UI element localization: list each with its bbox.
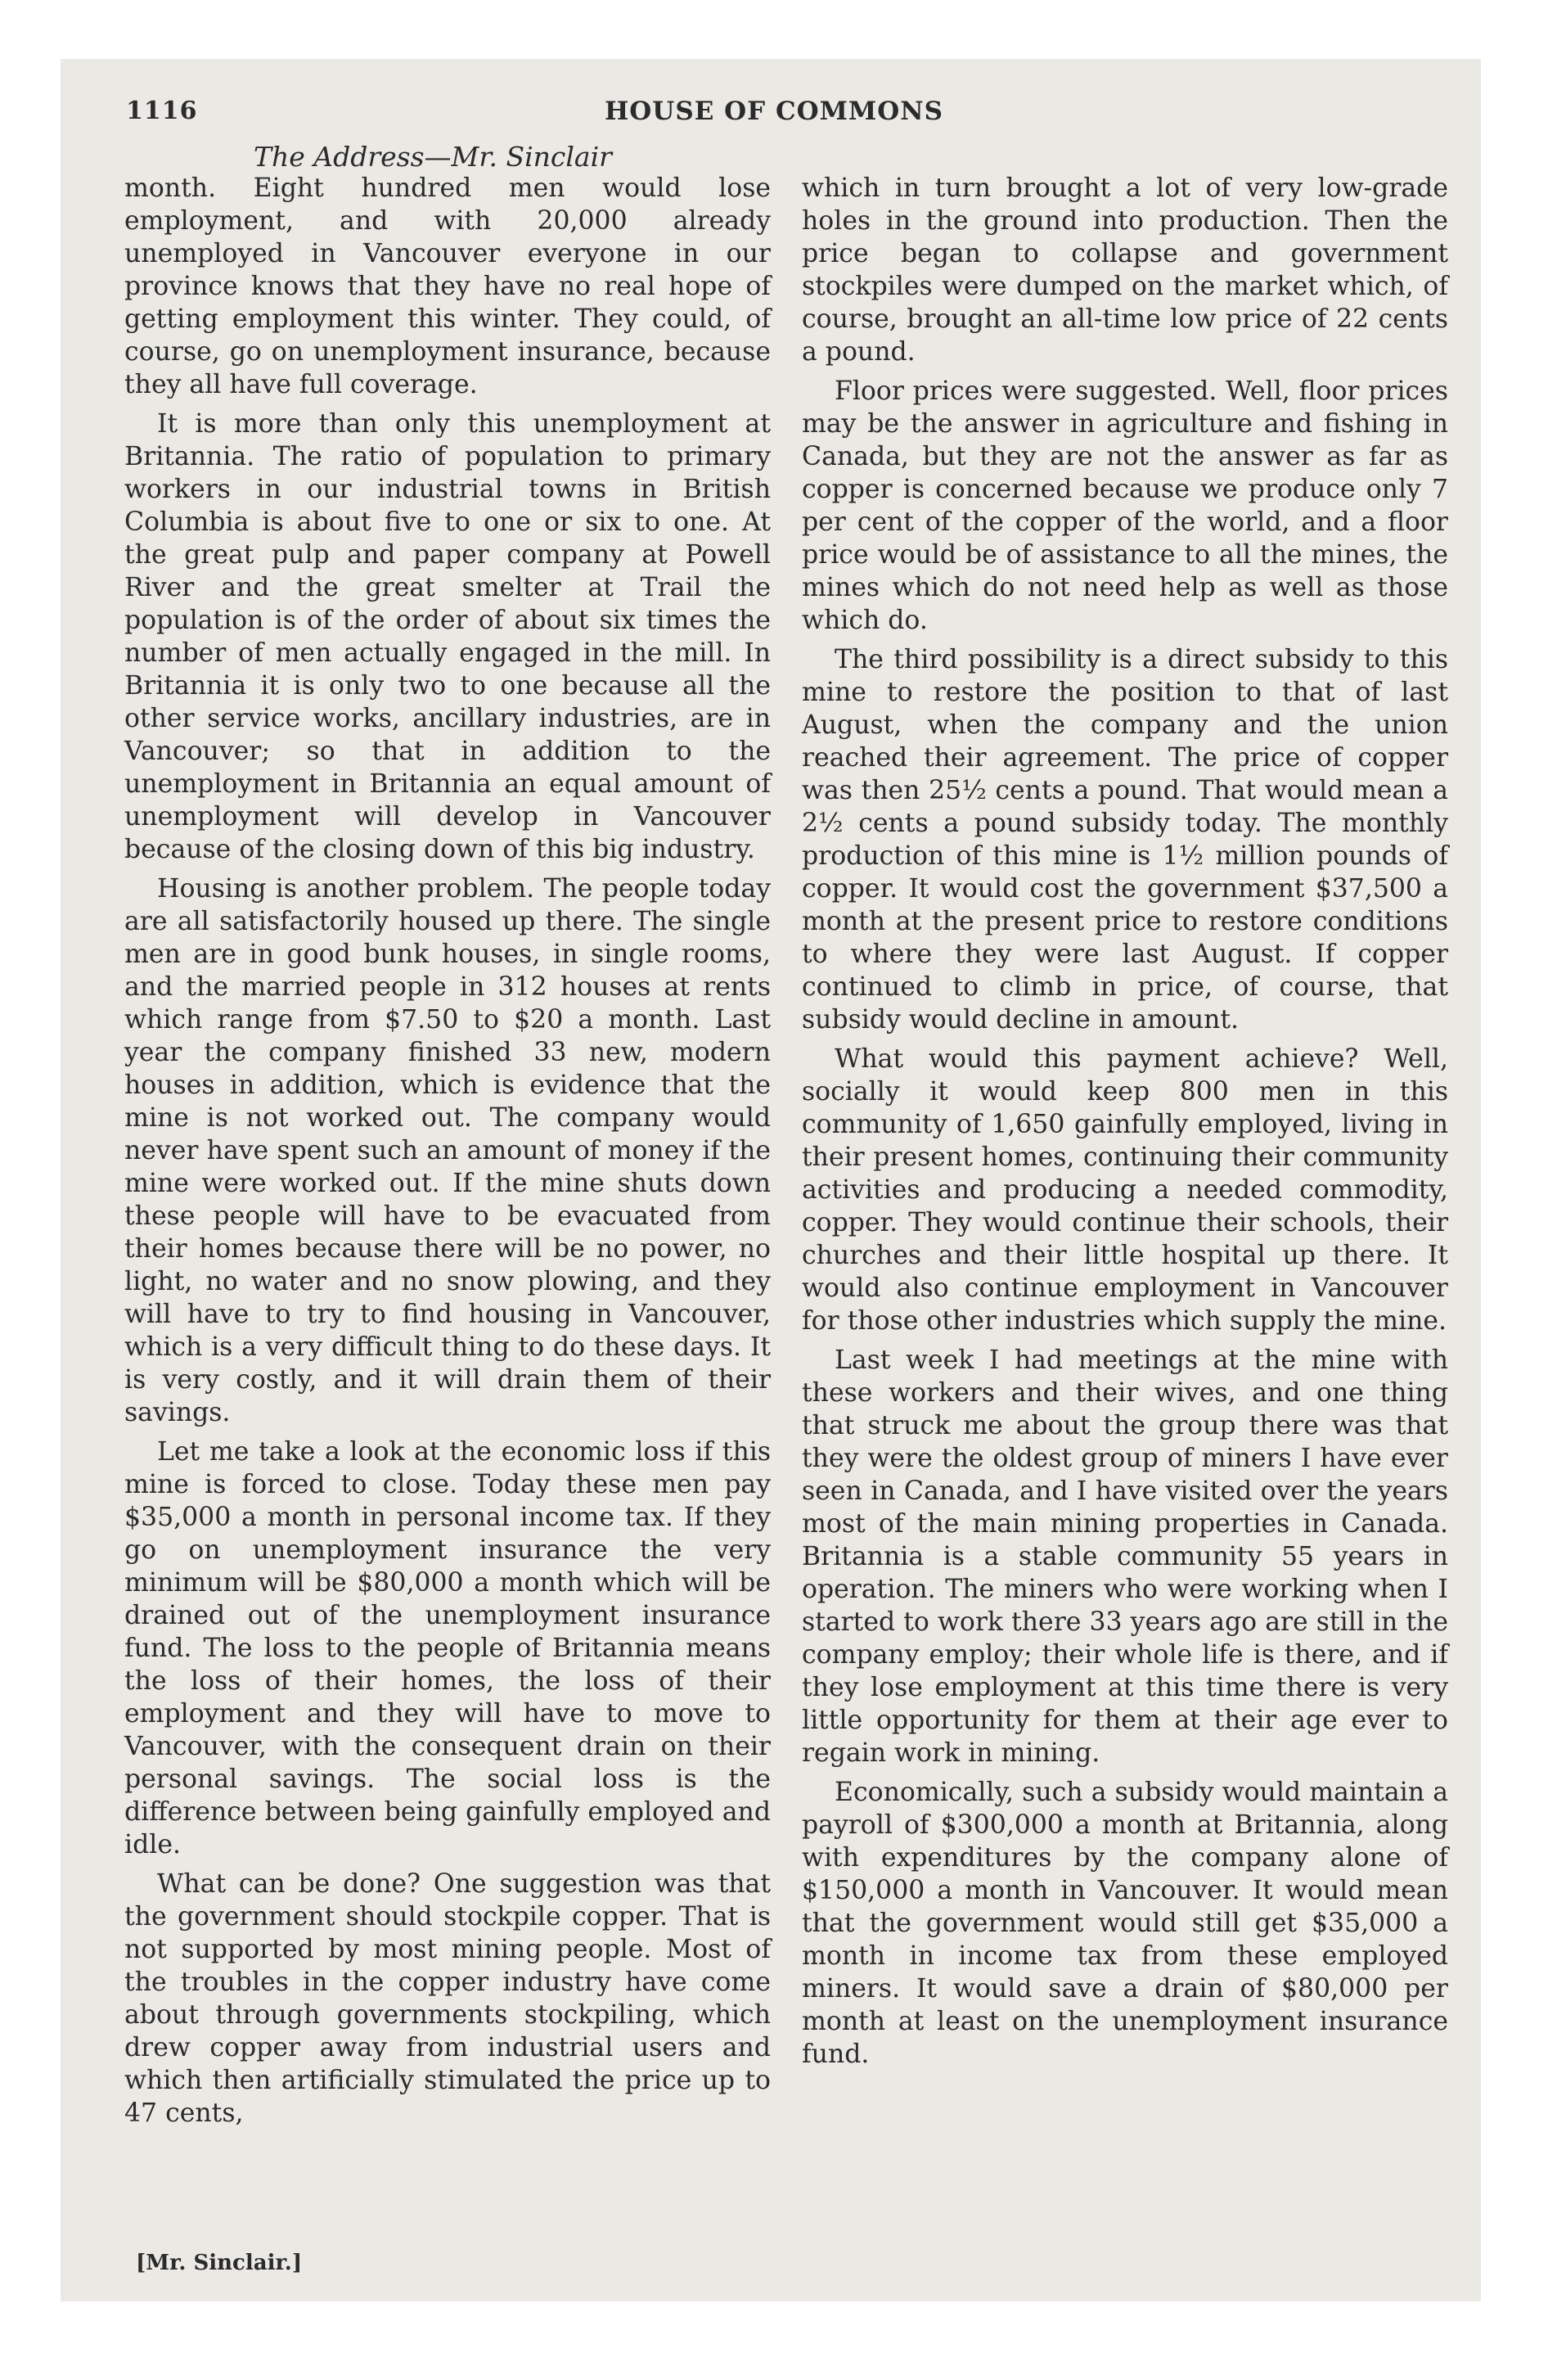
speaker-footer: [Mr. Sinclair.] — [136, 2251, 303, 2275]
paragraph: What would this payment achieve? Well, socially it would keep 800 men in this community of 1,650 gainfully employed, living in their present homes, continuing their community activities and producing a needed commodity, copper. They would continue their schools, their churches and their little hospital up there. It would also continue employment in Vancouver for those other industries which supply the mine. — [802, 1044, 1448, 1336]
right-column — [802, 172, 1448, 2077]
paragraph: Housing is another problem. The people today are all satisfactorily housed up there. The single men are in good bunk houses, in single rooms, and the married people in 312 houses at rents which range from $7.50 to $20 a month. Last year the company finished 33 new, modern houses in addition, which is evidence that the mine is not worked out. The company would never have spent such an amount of money if the mine were worked out. If the mine shuts down these people will have to be evacuated from their homes because there will be no power, no light, no water and no snow plowing, and they will have to try to find housing in Vancouver, which is a very difficult thing to do these days. It is very costly, and it will drain them of their savings. — [124, 874, 771, 1427]
page-number: 1116 — [126, 97, 198, 125]
paragraph: month. Eight hundred men would lose employment, and with 20,000 already unemployed in Vancouver everyone in our province knows that they have no real hope of getting employment this winter. They could, of course, go on unemployment insurance, because they all have full coverage. — [124, 174, 771, 399]
paragraph: Let me take a look at the economic loss if this mine is forced to close. Today these men pay $35,000 a month in personal income tax. If they go on unemployment insurance the very minimum will be $80,000 a month which will be drained out of the unemployment insurance fund. The loss to the people of Britannia means the loss of their homes, the loss of their employment and they will have to move to Vancouver, with the consequent drain on their personal savings. The social loss is the difference between being gainfully employed and idle. — [124, 1437, 771, 1859]
running-head-title: HOUSE OF COMMONS — [605, 97, 943, 126]
left-column — [124, 172, 771, 2136]
paragraph: which in turn brought a lot of very low-grade holes in the ground into production. Then the price began to collapse and government stockpiles were dumped on the market which, of course, brought an all-time low price of 22 cents a pound. — [802, 174, 1448, 367]
paragraph: Floor prices were suggested. Well, floor prices may be the answer in agriculture and fishing in Canada, but they are not the answer as far as copper is concerned because we produce only 7 per cent of the copper of the world, and a floor price would be of assistance to all the mines, the mines which do not need help as well as those which do. — [802, 376, 1448, 635]
paragraph: Last week I had meetings at the mine with these workers and their wives, and one thing that struck me about the group there was that they were the oldest group of miners I have ever seen in Canada, and I have visited over the years most of the main mining properties in Canada. Britannia is a stable community 55 years in operation. The miners who were working when I started to work there 33 years ago are still in the company employ; their whole life is there, and if they lose employment at this time there is very little opportunity for them at their age ever to regain work in mining. — [802, 1346, 1448, 1768]
paragraph: Economically, such a subsidy would maintain a payroll of $300,000 a month at Britannia, along with expenditures by the company alone of $150,000 a month in Vancouver. It would mean that the government would still get $35,000 a month in income tax from these employed miners. It would save a drain of $80,000 per month at least on the unemployment insurance fund. — [802, 1778, 1448, 2069]
paragraph: What can be done? One suggestion was that the government should stockpile copper. That is not supported by most mining people. Most of the troubles in the copper industry have come about through governments stockpiling, which drew copper away from industrial users and which then artificially stimulated the price up to 47 cents, — [124, 1869, 771, 2128]
paragraph: It is more than only this unemployment at Britannia. The ratio of population to primary workers in our industrial towns in British Columbia is about five to one or six to one. At the great pulp and paper company at Powell River and the great smelter at Trail the population is of the order of about six times the number of men actually engaged in the mill. In Britannia it is only two to one because all the other service works, ancillary industries, are in Vancouver; so that in addition to the unemployment in Britannia an equal amount of unemployment will develop in Vancouver because of the closing down of this big industry. — [124, 409, 771, 864]
paragraph: The third possibility is a direct subsidy to this mine to restore the position to that of last August, when the company and the union reached their agreement. The price of copper was then 25½ cents a pound. That would mean a 2½ cents a pound subsidy today. The monthly production of this mine is 1½ million pounds of copper. It would cost the government $37,500 a month at the present price to restore conditions to where they were last August. If copper continued to climb in price, of course, that subsidy would decline in amount. — [802, 645, 1448, 1034]
section-subtitle: The Address—Mr. Sinclair — [254, 141, 612, 173]
